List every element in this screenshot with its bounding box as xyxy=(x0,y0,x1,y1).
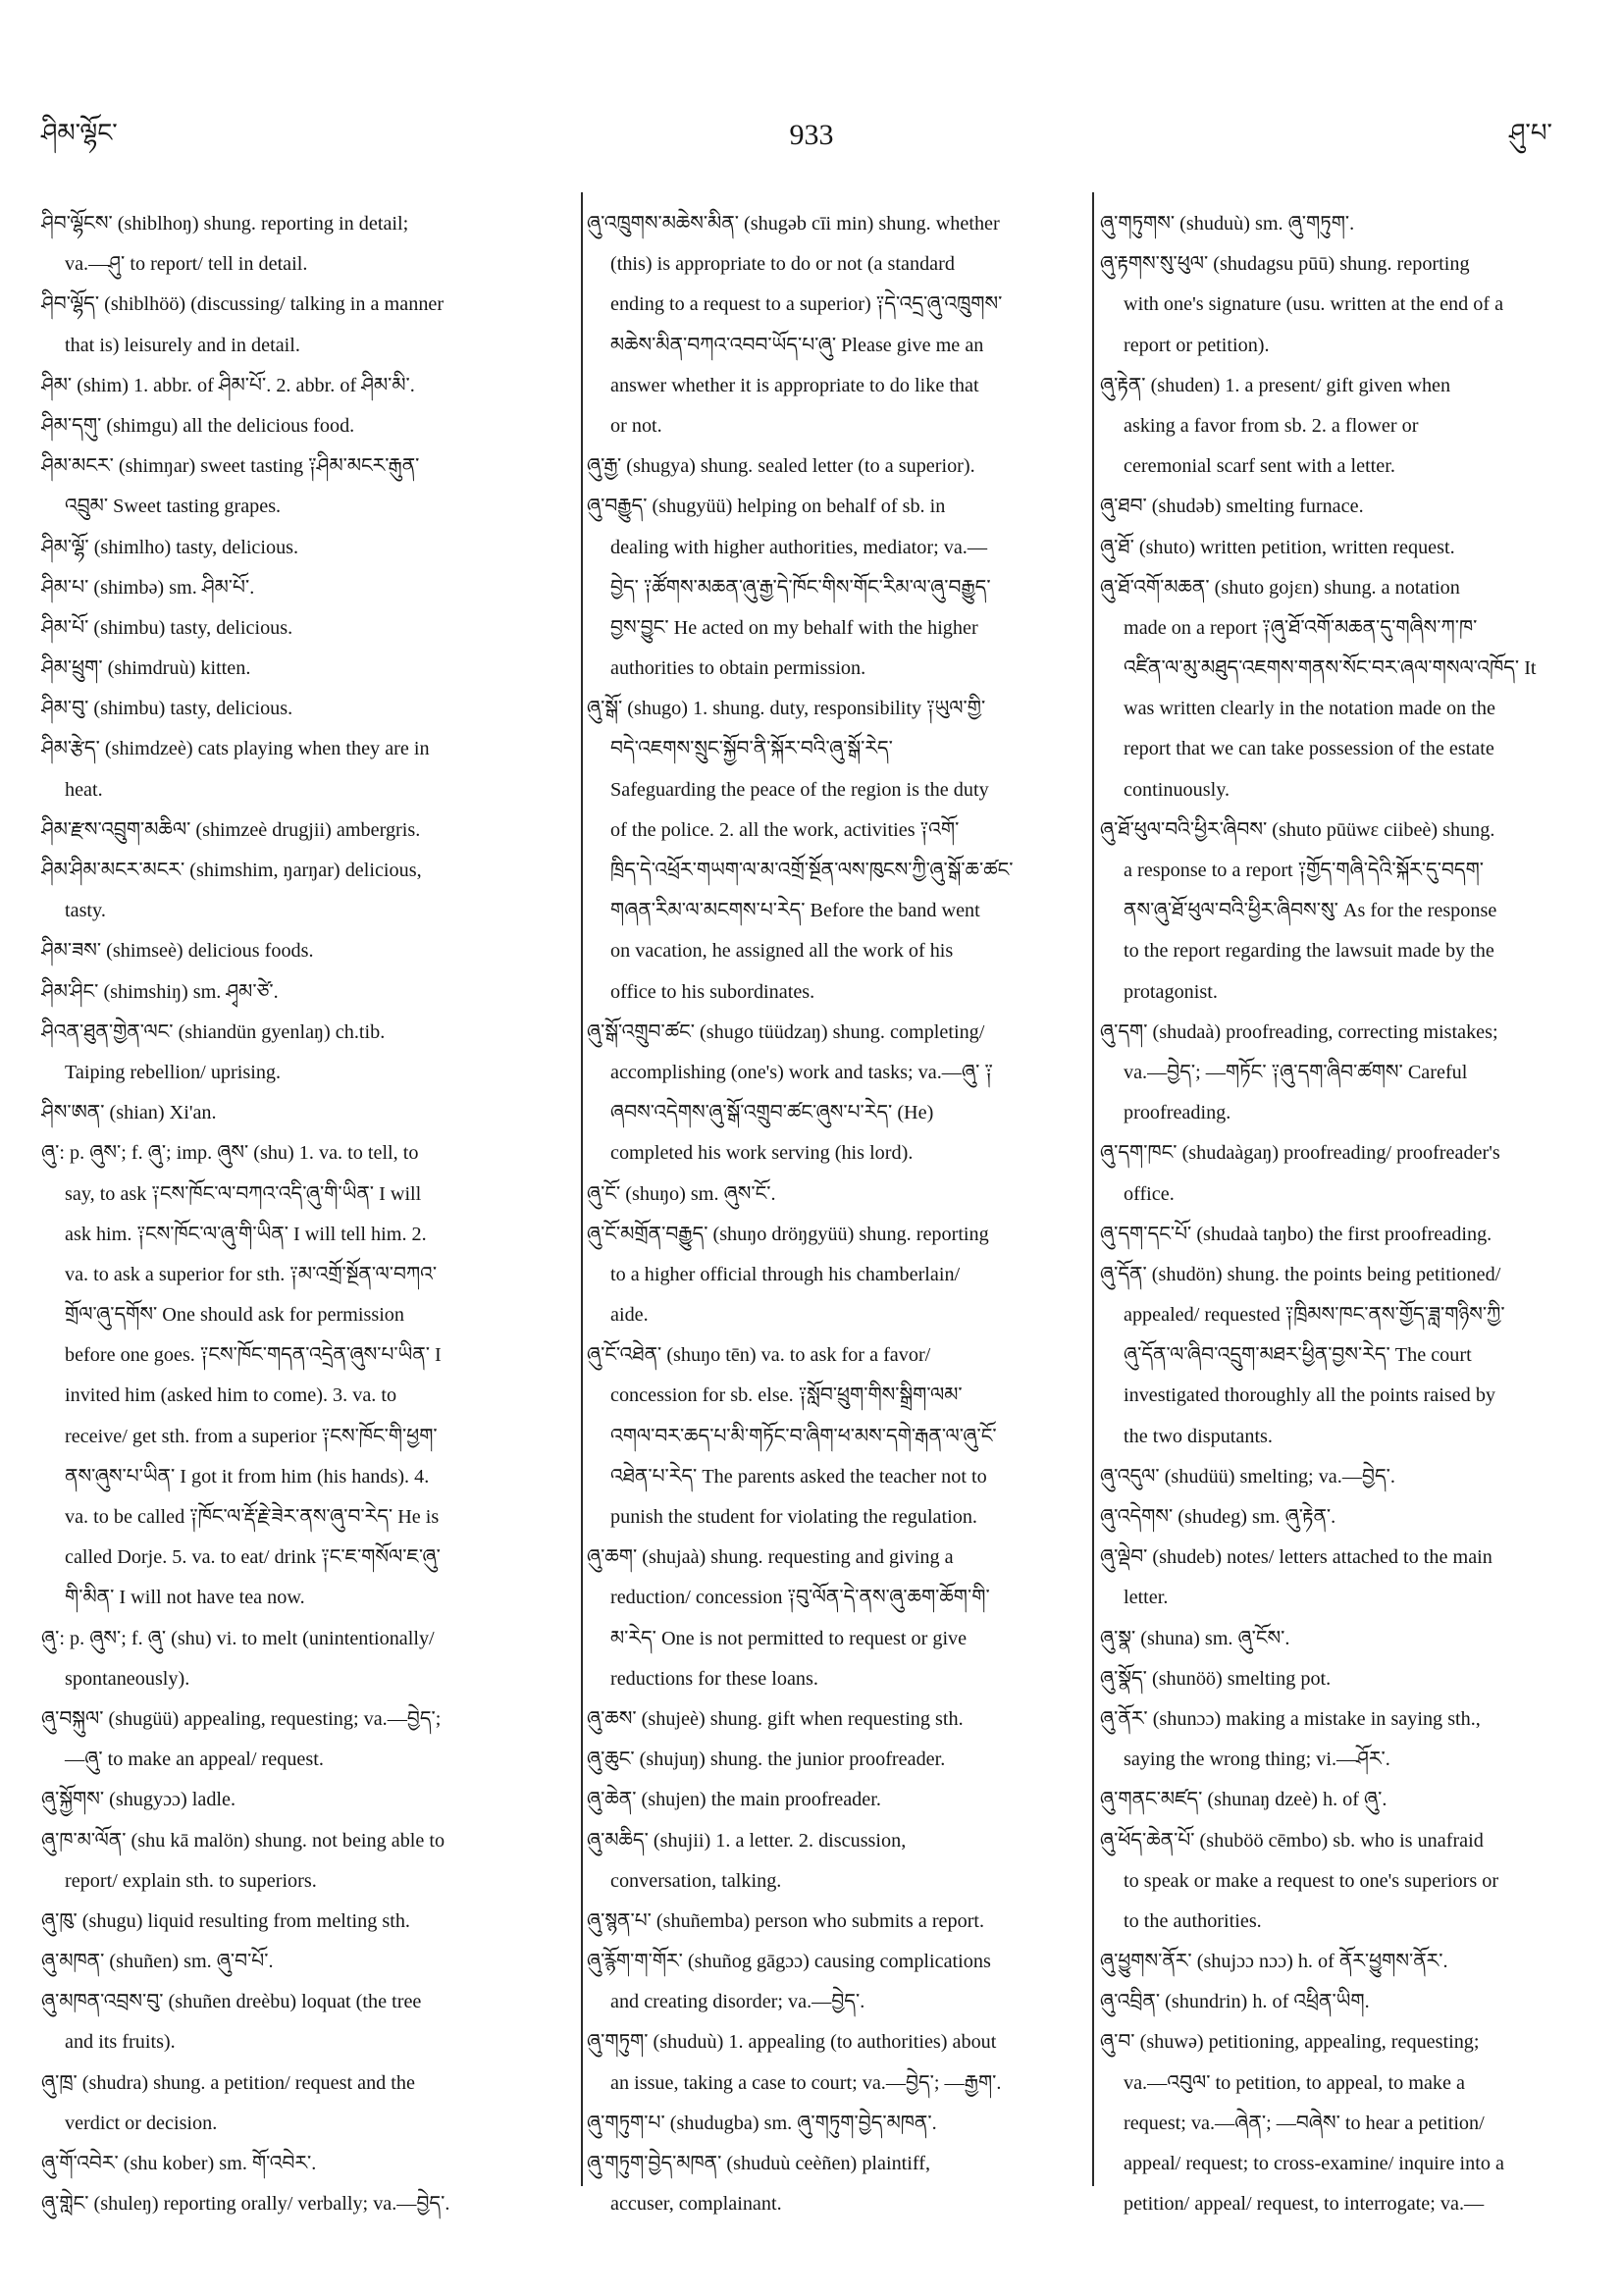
entry-continuation-line: ceremonial scarf sent with a letter. xyxy=(1124,455,1395,478)
entry-continuation-line: or not. xyxy=(610,414,662,437)
entry-line: ཞུ་རྟགས་སུ་ཕུལ་ (shudagsu pūū) shung. reporting xyxy=(1100,253,1470,276)
entry-line: ཞུ་ཁྲ་ (shudra) shung. a petition/ request and the xyxy=(41,2071,415,2094)
entry-continuation-line: འཛིན་ལ་མུ་མཐུད་འཇགས་གནས་སོང་བར་ཞལ་གསལ་འཁོད་ It xyxy=(1124,657,1537,680)
entry-line: ཞུ་ཐབ་ (shudəb) smelting furnace. xyxy=(1100,496,1364,518)
entry-line: ཞུ་ལྡེབ་ (shudeb) notes/ letters attached to the main xyxy=(1100,1546,1492,1569)
entry-line: ཞུ་དག་ཁང་ (shudaàgaŋ) proofreading/ proofreader's xyxy=(1100,1142,1500,1165)
entry-continuation-line: office to his subordinates. xyxy=(610,980,815,1003)
entry-continuation-line: tasty. xyxy=(65,900,106,922)
dictionary-column-3 xyxy=(1100,204,1597,2224)
entry-line: ཞུ་བ་ (shuwə) petitioning, appealing, requesting; xyxy=(1100,2031,1480,2054)
entry-continuation-line: that is) leisurely and in detail. xyxy=(65,334,300,356)
entry-continuation-line: completed his work serving (his lord). xyxy=(610,1142,914,1165)
entry-continuation-line: proofreading. xyxy=(1124,1102,1231,1124)
entry-line: ཤིམ་ལྷོ་ (shimlho) tasty, delicious. xyxy=(41,536,299,558)
entry-continuation-line: Safeguarding the peace of the region is the duty xyxy=(610,778,989,801)
entry-line: ཞུ་དག་ (shudaà) proofreading, correcting mistakes; xyxy=(1100,1020,1498,1043)
entry-continuation-line: གྲོལ་ཞུ་དགོས་ One should ask for permission xyxy=(65,1304,404,1327)
entry-line: ཞུ་འདུལ་ (shudüü) smelting; va.—བྱེད་. xyxy=(1100,1465,1395,1487)
entry-continuation-line: punish the student for violating the regulation. xyxy=(610,1506,977,1528)
entry-line: ཞུ་ཆས་ (shujeè) shung. gift when requesting sth. xyxy=(587,1707,964,1730)
entry-line: ཤིམ་དགུ་ (shimgu) all the delicious food. xyxy=(41,414,355,437)
entry-continuation-line: an issue, taking a case to court; va.—བྱེད་; —རྒྱག་. xyxy=(610,2071,1002,2094)
entry-line: ཞུ་ནོར་ (shunɔɔ) making a mistake in saying sth., xyxy=(1100,1707,1481,1730)
entry-continuation-line: གཞན་རིམ་ལ་མངགས་པ་རེད་ Before the band went xyxy=(610,900,980,922)
entry-line: ཞུ་སྒོ་ (shugo) 1. shung. duty, responsibility ༑ཡུལ་གྱི་ xyxy=(587,698,986,720)
entry-continuation-line: accuser, complainant. xyxy=(610,2193,782,2216)
entry-continuation-line: འཐེན་པ་རེད་ The parents asked the teacher not to xyxy=(610,1465,987,1487)
entry-continuation-line: མཆེས་མིན་བཀའ་འབབ་ཡོད་པ་ཞུ་ Please give me an xyxy=(610,334,984,356)
entry-continuation-line: asking a favor from sb. 2. a flower or xyxy=(1124,414,1419,437)
entry-continuation-line: dealing with higher authorities, mediator; va.— xyxy=(610,536,988,558)
entry-line: ཞུ་ངོ་འཐེན་ (shuŋo tēn) va. to ask for a favor/ xyxy=(587,1344,931,1367)
entry-line: ཞུ་དག་དང་པོ་ (shudaà taŋbo) the first proofreading. xyxy=(1100,1223,1492,1245)
entry-continuation-line: va.—ཤུ་ to report/ tell in detail. xyxy=(65,253,308,276)
entry-continuation-line: བདེ་འཇགས་སྲུང་སྐྱོབ་ནི་སྐོར་བའི་ཞུ་སྒོ་རེད་ xyxy=(610,738,893,760)
dictionary-column-2 xyxy=(587,204,1097,2224)
entry-continuation-line: va.—འབུལ་ to petition, to appeal, to make a xyxy=(1124,2071,1465,2094)
entry-continuation-line: མ་རེད་ One is not permitted to request or give xyxy=(610,1627,968,1649)
entry-continuation-line: report that we can take possession of the estate xyxy=(1124,738,1494,760)
entry-continuation-line: conversation, talking. xyxy=(610,1869,782,1892)
entry-continuation-line: petition/ appeal/ request, to interrogate; va.— xyxy=(1124,2193,1485,2216)
entry-continuation-line: accomplishing (one's) work and tasks; va.—ཞུ་ ༑ xyxy=(610,1061,993,1083)
entry-line: ཞུ་ངོ་ (shuŋo) sm. ཞུས་ངོ་. xyxy=(587,1182,776,1205)
entry-line: ཤིས་ཨན་ (shian) Xi'an. xyxy=(41,1102,217,1124)
entry-line: ཤིའན་ཐུན་གྱེན་ལང་ (shiandün gyenlaŋ) ch.tib. xyxy=(41,1020,386,1043)
entry-continuation-line: འགལ་བར་ཆད་པ་མི་གཏོང་བ་ཞིག་ཕ་མས་དགེ་རྒན་ལ་ཞུ་ངོ་ xyxy=(610,1425,997,1447)
entry-continuation-line: made on a report ༑ཞུ་ཐོ་འགོ་མཆན་དུ་གཞིས་ཀ་ཁ་ xyxy=(1124,616,1478,639)
entry-line: ཞུ་དོན་ (shudön) shung. the points being petitioned/ xyxy=(1100,1263,1501,1285)
entry-line: ཞུ་གཏུག་བྱེད་མཁན་ (shuduù ceèñen) plaintiff, xyxy=(587,2153,931,2174)
entry-line: ཞུ་མཆིད་ (shujii) 1. a letter. 2. discussion, xyxy=(587,1829,907,1852)
entry-line: ཤིམ་ (shim) 1. abbr. of ཤིམ་པོ་. 2. abbr. of ཤིམ་མི་. xyxy=(41,374,415,396)
entry-line: ཞུ་གླེང་ (shuleŋ) reporting orally/ verbally; va.—བྱེད་. xyxy=(41,2193,450,2216)
entry-line: ཤིམ་པོ་ (shimbu) tasty, delicious. xyxy=(41,616,293,639)
entry-line: ཞུ་ཆག་ (shujaà) shung. requesting and giving a xyxy=(587,1546,954,1569)
entry-continuation-line: continuously. xyxy=(1124,778,1230,801)
entry-continuation-line: spontaneously). xyxy=(65,1667,190,1690)
entry-continuation-line: ཞབས་འདེགས་ཞུ་སྒོ་འགྲུབ་ཚང་ཞུས་པ་རེད་ (He) xyxy=(610,1102,934,1124)
entry-continuation-line: va.—བྱེད་; —གཏོང་ ༑ཞུ་དག་ཞིབ་ཚགས་ Careful xyxy=(1124,1061,1468,1083)
entry-continuation-line: ཞུ་དོན་ལ་ཞིབ་འདྲུག་མཐར་ཕྱིན་བྱས་རེད་ The court xyxy=(1124,1344,1472,1367)
entry-continuation-line: to the authorities. xyxy=(1124,1909,1262,1932)
entry-continuation-line: receive/ get sth. from a superior ༑ངས་ཁོང་གི་ཕྱག་ xyxy=(65,1425,438,1447)
entry-continuation-line: protagonist. xyxy=(1124,980,1218,1003)
entry-line: ཞུ་མཁན་འབྲས་བུ་ (shuñen dreèbu) loquat (the tree xyxy=(41,1991,422,2013)
entry-line: ཞུ་རྙོག་ག་གོར་ (shuñog gāgɔɔ) causing complications xyxy=(587,1951,991,1973)
entry-continuation-line: to speak or make a request to one's superiors or xyxy=(1124,1869,1499,1892)
entry-line: ཤིབ་ལྷོངས་ (shiblhoŋ) shung. reporting in detail; xyxy=(41,213,409,235)
entry-line: ཞུ་ཆུང་ (shujuŋ) shung. the junior proofreader. xyxy=(587,1748,946,1771)
entry-continuation-line: and creating disorder; va.—བྱེད་. xyxy=(610,1991,865,2013)
entry-line: ཤིམ་མངར་ (shimŋar) sweet tasting ༑ཤིམ་མངར་རྒུན་ xyxy=(41,455,420,478)
entry-continuation-line: called Dorje. 5. va. to eat/ drink ༑ང་ཇ་གསོལ་ཇ་ཞུ་ xyxy=(65,1546,441,1569)
entry-continuation-line: appealed/ requested ༑ཁྲིམས་ཁང་ནས་གྱོད་ཟླ་གཉིས་ཀྱི་ xyxy=(1124,1304,1505,1327)
entry-line: ཞུ་ཕྱུགས་ནོར་ (shujɔɔ nɔɔ) h. of ནོར་ཕྱུགས་ནོར་. xyxy=(1100,1951,1448,1973)
entry-line: ཤིམ་ཤིང་ (shimshiŋ) sm. ཤྭམ་ཙེ་. xyxy=(41,980,279,1003)
entry-continuation-line: appeal/ request; to cross-examine/ inquire into a xyxy=(1124,2153,1504,2174)
entry-continuation-line: —ཞུ་ to make an appeal/ request. xyxy=(65,1748,324,1771)
entry-continuation-line: office. xyxy=(1124,1182,1175,1205)
entry-continuation-line: a response to a report ༑གྱོད་གཞི་དེའི་སྐོར་དུ་བདག་ xyxy=(1124,860,1485,881)
entry-line: ཞུ་སྙན་པ་ (shuñemba) person who submits a report. xyxy=(587,1909,985,1932)
entry-line: ཞུ་: p. ཞུས་; f. ཞུ་; imp. ཞུས་ (shu) 1. va. to tell, to xyxy=(41,1142,419,1165)
entry-continuation-line: to a higher official through his chamberlain/ xyxy=(610,1263,961,1285)
entry-line: ཞུ་ཆེན་ (shujen) the main proofreader. xyxy=(587,1789,881,1811)
entry-line: ཞུ་གཏུག་ (shuduù) 1. appealing (to authorities) about xyxy=(587,2031,997,2054)
entry-continuation-line: to the report regarding the lawsuit made by the xyxy=(1124,940,1494,963)
entry-line: ཤིམ་བུ་ (shimbu) tasty, delicious. xyxy=(41,698,293,720)
entry-line: ཞུ་གོ་འབེར་ (shu kober) sm. གོ་འབེར་. xyxy=(41,2153,317,2174)
entry-continuation-line: va. to be called ༑ཁོང་ལ་རྡོ་རྗེ་ཟེར་ནས་ཞུ་བ་རེད་ He is xyxy=(65,1506,440,1528)
entry-continuation-line: concession for sb. else. ༑སློབ་ཕྲུག་གིས་སྒྲིག་ལམ་ xyxy=(610,1384,963,1407)
entry-continuation-line: answer whether it is appropriate to do like that xyxy=(610,374,979,396)
entry-line: ཞུ་འཁྲུགས་མཆེས་མིན་ (shugəb cīi min) shung. whether xyxy=(587,213,1000,235)
entry-continuation-line: investigated thoroughly all the points raised by xyxy=(1124,1384,1496,1407)
entry-continuation-line: Taiping rebellion/ uprising. xyxy=(65,1061,282,1083)
entry-line: ཞུ་: p. ཞུས་; f. ཞུ་ (shu) vi. to melt (unintentionally/ xyxy=(41,1627,435,1649)
entry-continuation-line: report or petition). xyxy=(1124,334,1270,356)
entry-line: ཞུ་གཏུགས་ (shuduù) sm. ཞུ་གཏུག་. xyxy=(1100,213,1355,235)
entry-continuation-line: say, to ask ༑ངས་ཁོང་ལ་བཀའ་འདི་ཞུ་གི་ཡིན་ I will xyxy=(65,1182,422,1205)
entry-continuation-line: authorities to obtain permission. xyxy=(610,657,866,680)
entry-continuation-line: heat. xyxy=(65,778,103,801)
entry-line: ཞུ་ཁ་མ་ལོན་ (shu kā malön) shung. not being able to xyxy=(41,1829,445,1852)
entry-line: ཞུ་རྒྱ་ (shugya) shung. sealed letter (to a superior). xyxy=(587,455,975,478)
entry-continuation-line: and its fruits). xyxy=(65,2031,176,2054)
entry-continuation-line: ནས་ཞུས་པ་ཡིན་ I got it from him (his hands). 4. xyxy=(65,1465,430,1487)
entry-line: ཤིམ་རྫས་འབྲུག་མཆིལ་ (shimzeè drugjii) ambergris. xyxy=(41,818,421,841)
entry-line: ཞུ་སྒོ་འགྲུབ་ཚང་ (shugo tüüdzaŋ) shung. completing/ xyxy=(587,1020,985,1043)
entry-continuation-line: before one goes. ༑ངས་ཁོང་གདན་འདྲེན་ཞུས་པ་ཡིན་ I xyxy=(65,1344,442,1367)
entry-continuation-line: གི་མིན་ I will not have tea now. xyxy=(65,1587,305,1609)
entry-continuation-line: va. to ask a superior for sth. ༑མ་འགྲོ་སྔོན་ལ་བཀའ་ xyxy=(65,1263,438,1285)
entry-line: ཞུ་གནང་མཛད་ (shunaŋ dzeè) h. of ཞུ་. xyxy=(1100,1789,1387,1811)
dictionary-column-1 xyxy=(41,204,586,2224)
entry-continuation-line: (this) is appropriate to do or not (a standard xyxy=(610,253,955,276)
entry-continuation-line: invited him (asked him to come). 3. va. to xyxy=(65,1384,397,1407)
entry-continuation-line: the two disputants. xyxy=(1124,1425,1273,1447)
page-number: 933 xyxy=(789,119,834,151)
entry-line: ཤིམ་ཟས་ (shimseè) delicious foods. xyxy=(41,940,314,963)
entry-line: ཤིམ་ཕྲུག་ (shimdruù) kitten. xyxy=(41,657,251,680)
entry-continuation-line: saying the wrong thing; vi.—ཤོར་. xyxy=(1124,1748,1390,1771)
entry-line: ཤིབ་ལྷོད་ (shiblhöö) (discussing/ talking in a manner xyxy=(41,293,445,316)
entry-line: ཞུ་བསྐུལ་ (shugüü) appealing, requesting; va.—བྱེད་; xyxy=(41,1707,442,1730)
entry-continuation-line: བྱས་བྱུང་ He acted on my behalf with the higher xyxy=(610,616,978,639)
entry-continuation-line: ending to a request to a superior) ༑དེ་འདྲ་ཞུ་འཁྲུགས་ xyxy=(610,293,1003,316)
entry-line: ཞུ་ཐོ་ (shuto) written petition, written request. xyxy=(1100,536,1455,558)
entry-line: ཞུ་འབྲིན་ (shundrin) h. of འཕྲིན་ཡིག. xyxy=(1100,1991,1370,2013)
running-head-right: ཤུ་པ་ xyxy=(1508,119,1552,148)
entry-line: ཞུ་ངོ་མགྲོན་བརྒྱུད་ (shuŋo dröŋgyüü) shung. reporting xyxy=(587,1223,989,1245)
entry-continuation-line: ཁྲིད་དེ་འཕྲོར་གཡག་ལ་མ་འགྲོ་སྔོན་ལས་ཁུངས་ཀྱི་ཞུ་སྒོ་ཆ་ཚང་ xyxy=(610,860,1014,881)
entry-continuation-line: reduction/ concession ༑བུ་ལོན་དེ་ནས་ཞུ་ཆག་ཆོག་གི་ xyxy=(610,1587,990,1609)
entry-line: ཞུ་ཕོད་ཆེན་པོ་ (shuböö cēmbo) sb. who is unafraid xyxy=(1100,1829,1484,1852)
entry-line: ཞུ་ཁུ་ (shugu) liquid resulting from melting sth. xyxy=(41,1909,410,1932)
entry-continuation-line: report/ explain sth. to superiors. xyxy=(65,1869,317,1892)
entry-continuation-line: was written clearly in the notation made on the xyxy=(1124,698,1495,720)
entry-line: ཤིམ་ཤིམ་མངར་མངར་ (shimshim, ŋarŋar) delicious, xyxy=(41,860,422,881)
entry-line: ཞུ་གཏུག་པ་ (shudugba) sm. ཞུ་གཏུག་བྱེད་མཁན་. xyxy=(587,2112,937,2134)
entry-continuation-line: འབྲུམ་ Sweet tasting grapes. xyxy=(65,496,282,518)
entry-line: ཞུ་ཐོ་ཕུལ་བའི་ཕྱིར་ཞིབས་ (shuto pūüwɛ ciibeè) shung. xyxy=(1100,818,1495,841)
entry-line: ཤིམ་རྩེད་ (shimdzeè) cats playing when they are in xyxy=(41,738,430,760)
entry-line: ཞུ་ཐོ་འགོ་མཆན་ (shuto gojɛn) shung. a notation xyxy=(1100,576,1460,599)
running-head-left: ཤིམ་ལྷོང་ xyxy=(41,119,118,148)
entry-line: ཞུ་མཁན་ (shuñen) sm. ཞུ་བ་པོ་. xyxy=(41,1951,274,1973)
entry-line: ཞུ་སྣ་ (shuna) sm. ཞུ་ངོས་. xyxy=(1100,1627,1290,1649)
entry-continuation-line: of the police. 2. all the work, activities ༑འགོ་ xyxy=(610,818,960,841)
entry-line: ཞུ་བརྒྱུད་ (shugyüü) helping on behalf of sb. in xyxy=(587,496,946,518)
entry-line: ཞུ་འདེགས་ (shudeg) sm. ཞུ་རྟེན་. xyxy=(1100,1506,1336,1528)
entry-line: ཞུ་སྣོད་ (shunöö) smelting pot. xyxy=(1100,1667,1332,1690)
entry-continuation-line: with one's signature (usu. written at the end of a xyxy=(1124,293,1504,316)
entry-continuation-line: reductions for these loans. xyxy=(610,1667,818,1690)
entry-continuation-line: letter. xyxy=(1124,1587,1169,1609)
entry-continuation-line: aide. xyxy=(610,1304,649,1327)
entry-continuation-line: verdict or decision. xyxy=(65,2112,218,2134)
entry-line: ཤིམ་པ་ (shimbə) sm. ཤིམ་པོ་. xyxy=(41,576,255,599)
entry-continuation-line: request; va.—ཞེན་; —བཞེས་ to hear a petition/ xyxy=(1124,2112,1485,2134)
entry-line: ཞུ་རྟེན་ (shuden) 1. a present/ gift given when xyxy=(1100,374,1451,396)
entry-line: ཞུ་སྐྱོགས་ (shugyɔɔ) ladle. xyxy=(41,1789,236,1811)
entry-continuation-line: ནས་ཞུ་ཐོ་ཕུལ་བའི་ཕྱིར་ཞིབས་སུ་ As for the response xyxy=(1124,900,1497,922)
entry-continuation-line: བྱེད་ ༑ཚོགས་མཆན་ཞུ་རྒྱ་དེ་ཁོང་གིས་གོང་རིམ་ལ་ཞུ་བརྒྱུད་ xyxy=(610,576,991,599)
entry-continuation-line: on vacation, he assigned all the work of his xyxy=(610,940,954,963)
entry-continuation-line: ask him. ༑ངས་ཁོང་ལ་ཞུ་གི་ཡིན་ I will tell him. 2. xyxy=(65,1223,427,1245)
